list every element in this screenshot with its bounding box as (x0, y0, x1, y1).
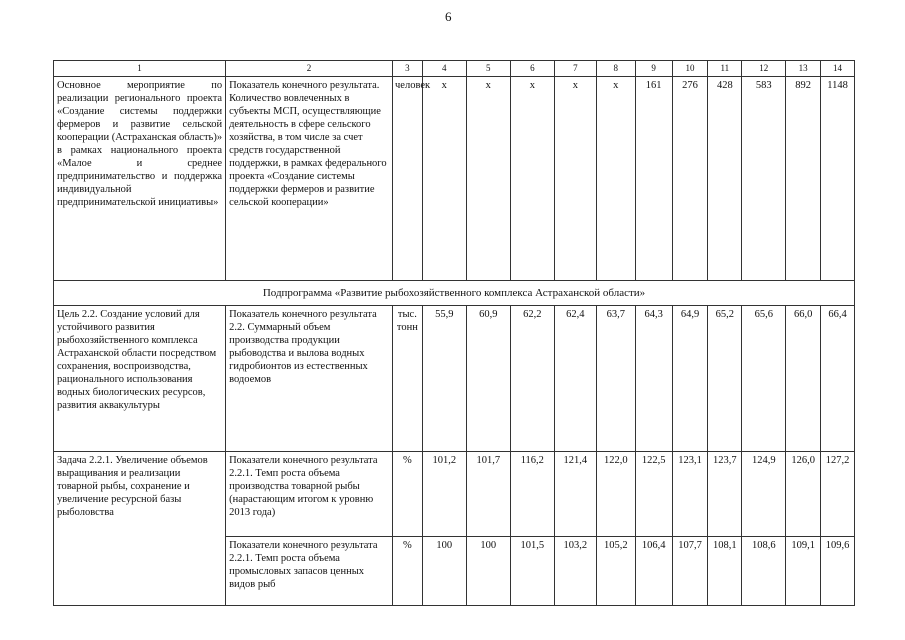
value-cell: х (466, 77, 510, 281)
column-number-row (54, 61, 855, 77)
value-cell: 105,2 (596, 537, 635, 606)
header-cell: 4 (422, 61, 466, 77)
header-cell: 1 (54, 61, 226, 77)
subprogram-row (54, 281, 855, 306)
value-cell: 62,4 (554, 306, 596, 452)
value-cell: 428 (708, 77, 742, 281)
measure-cell: Цель 2.2. Создание условий для устойчивого развития рыбохозяйственного комплекса Астраханской области посредством сохранения, воспроизводства, рационального использования водных биологических ресурсов, развития аквакультуры (54, 306, 226, 452)
measure-cell: Задача 2.2.1. Увеличение объемов выращивания и реализации товарной рыбы, сохранение и увеличение ресурсной базы рыболовства (54, 452, 226, 606)
value-cell: х (596, 77, 635, 281)
value-cell: 66,0 (786, 306, 821, 452)
value-cell: 109,1 (786, 537, 821, 606)
unit-cell: % (393, 452, 423, 537)
value-cell: 109,6 (821, 537, 855, 606)
header-cell: 5 (466, 61, 510, 77)
value-cell: 122,0 (596, 452, 635, 537)
value-cell: 100 (466, 537, 510, 606)
header-cell: 6 (510, 61, 554, 77)
value-cell: 60,9 (466, 306, 510, 452)
value-cell: 161 (635, 77, 672, 281)
value-cell: 65,2 (708, 306, 742, 452)
subprogram-title: Подпрограмма «Развитие рыбохозяйственного комплекса Астраханской области» (54, 281, 855, 306)
table-row (54, 77, 855, 281)
value-cell: 100 (422, 537, 466, 606)
value-cell: 892 (786, 77, 821, 281)
page-number: 6 (445, 9, 452, 24)
header-cell: 7 (554, 61, 596, 77)
value-cell: 122,5 (635, 452, 672, 537)
value-cell: 62,2 (510, 306, 554, 452)
value-cell: 64,9 (672, 306, 708, 452)
value-cell: 127,2 (821, 452, 855, 537)
header-cell: 2 (226, 61, 393, 77)
value-cell: 55,9 (422, 306, 466, 452)
value-cell: 108,6 (742, 537, 786, 606)
indicator-table (53, 60, 855, 606)
value-cell: 583 (742, 77, 786, 281)
value-cell: 101,5 (510, 537, 554, 606)
value-cell: 124,9 (742, 452, 786, 537)
value-cell: 65,6 (742, 306, 786, 452)
unit-cell: тыс. тонн (393, 306, 423, 452)
value-cell: х (554, 77, 596, 281)
value-cell: 63,7 (596, 306, 635, 452)
value-cell: 64,3 (635, 306, 672, 452)
value-cell: х (510, 77, 554, 281)
header-cell: 14 (821, 61, 855, 77)
value-cell: 101,7 (466, 452, 510, 537)
header-cell: 3 (393, 61, 423, 77)
value-cell: 66,4 (821, 306, 855, 452)
table-row (54, 452, 855, 537)
header-cell: 10 (672, 61, 708, 77)
unit-cell: человек (393, 77, 423, 281)
header-cell: 8 (596, 61, 635, 77)
value-cell: 107,7 (672, 537, 708, 606)
value-cell: 276 (672, 77, 708, 281)
measure-cell: Основное мероприятие по реализации регионального проекта «Создание системы поддержки фермеров и развитие сельской кооперации (Астраханская область)» в рамках национального проекта «Малое и среднее предпринимательство и поддержка индивидуальной предпринимательской инициативы» (54, 77, 226, 281)
header-cell: 11 (708, 61, 742, 77)
indicator-cell: Показатели конечного результата 2.2.1. Темп роста объема производства товарной рыбы (нарастающим итогом к уровню 2013 года) (226, 452, 393, 537)
value-cell: 123,1 (672, 452, 708, 537)
indicator-cell: Показатели конечного результата 2.2.1. Темп роста объема промысловых запасов ценных видов рыб (226, 537, 393, 606)
header-cell: 13 (786, 61, 821, 77)
value-cell: 108,1 (708, 537, 742, 606)
value-cell: 1148 (821, 77, 855, 281)
value-cell: х (422, 77, 466, 281)
value-cell: 116,2 (510, 452, 554, 537)
value-cell: 106,4 (635, 537, 672, 606)
table-row (54, 306, 855, 452)
value-cell: 101,2 (422, 452, 466, 537)
unit-cell: % (393, 537, 423, 606)
value-cell: 126,0 (786, 452, 821, 537)
indicator-cell: Показатель конечного результата. Количество вовлеченных в субъекты МСП, осуществляющие деятельность в сфере сельского хозяйства, в том числе за счет средств государственной поддержки, в рамках федерального проекта «Создание системы поддержки фермеров и развитие сельской кооперации» (226, 77, 393, 281)
value-cell: 103,2 (554, 537, 596, 606)
header-cell: 12 (742, 61, 786, 77)
value-cell: 123,7 (708, 452, 742, 537)
header-cell: 9 (635, 61, 672, 77)
value-cell: 121,4 (554, 452, 596, 537)
indicator-cell: Показатель конечного результата 2.2. Суммарный объем производства продукции рыбоводства и вылова водных гидробионтов из естественных водоемов (226, 306, 393, 452)
